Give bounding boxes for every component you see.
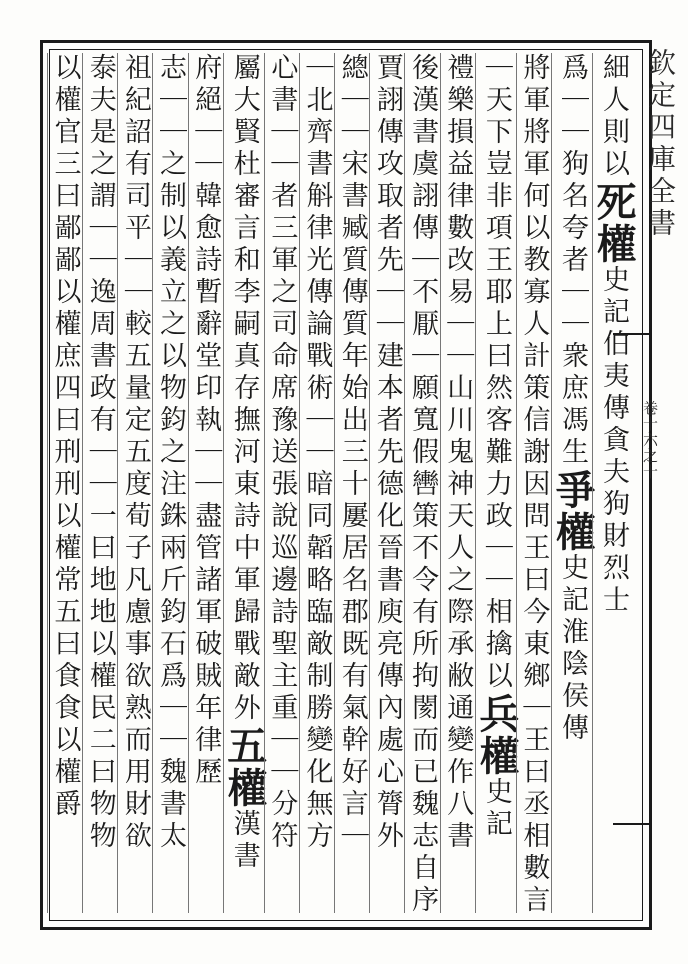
text-column: [549, 53, 596, 913]
entry-heading: 五權: [220, 725, 268, 809]
document-page: [40, 40, 652, 930]
column-segment: ｜天下豈非項王耶上曰然客難力政｜｜相擒以: [480, 53, 512, 693]
text-column: [404, 53, 439, 917]
column-text: [336, 53, 368, 913]
margin-title: 欽定四庫全書: [644, 48, 677, 240]
column-segment: 細人則以: [598, 53, 629, 181]
text-column: [590, 53, 637, 913]
text-column: [220, 53, 268, 913]
text-columns: [47, 53, 637, 917]
text-column: [299, 53, 334, 913]
column-text: [119, 53, 151, 913]
column-segment: 以權官三曰鄙鄙以權庶四曰刑刑以權常五曰食食以權爵: [49, 53, 81, 821]
column-text: [266, 53, 298, 913]
column-segment: ｜北齊書斛律光傳論戰術｜｜暗同韜略臨敵制勝變化無方: [301, 53, 333, 853]
entry-heading: 爭權: [549, 469, 596, 553]
column-text: [155, 53, 187, 913]
column-text: [407, 53, 439, 917]
text-column: [117, 53, 152, 913]
text-column: [516, 53, 551, 917]
text-column: [47, 53, 82, 913]
entry-heading: 兵權: [472, 693, 520, 777]
text-column: [188, 53, 223, 913]
column-segment: 史記: [480, 777, 512, 841]
margin-volume: 卷十六之十: [641, 400, 659, 480]
text-column: [264, 53, 299, 913]
column-segment: 後漢書虞詡傳｜不厭｜願寬假轡策不令有所拘閡而已魏志自序: [407, 53, 439, 917]
text-column: [369, 53, 404, 913]
column-text: [371, 53, 403, 913]
text-column: [440, 53, 475, 913]
column-segment: 府絕｜｜韓愈詩暫辭堂印執｜｜盡管諸軍破賊年律歷: [190, 53, 222, 789]
column-segment: 屬大賢杜審言和李嗣真存撫河東詩中軍歸戰敵外: [228, 53, 260, 725]
entry-heading: 死權: [590, 181, 637, 265]
text-column: [82, 53, 117, 913]
column-text: [549, 53, 596, 913]
column-text: [190, 53, 222, 913]
column-segment: 賈詡傳攻取者先｜｜建本者先德化晉書庾亮傳內處心膂外: [371, 53, 403, 853]
text-column: [472, 53, 520, 913]
column-segment: 禮樂損益律數改易｜｜山川鬼神天人之際承敝通變作八書: [442, 53, 474, 853]
text-column: [334, 53, 369, 913]
column-text: [220, 53, 268, 913]
column-text: [518, 53, 550, 917]
column-segment: 史記伯夷傳貪夫狗財烈士: [598, 265, 629, 617]
column-text: [301, 53, 333, 913]
column-segment: 泰夫是之謂｜｜逸周書政有｜｜一曰地地以權民二曰物物: [84, 53, 116, 853]
column-segment: 總｜｜宋書臧質傳質年始出三十屢居名郡既有氣幹好言｜: [336, 53, 368, 853]
column-segment: 漢書: [228, 809, 260, 873]
column-segment: 祖紀詔有司平｜｜較五量定五度荀子凡慮事欲熟而用財欲: [119, 53, 151, 853]
column-segment: 志｜｜之制以義立之以物鈞之注銖兩斤鈞石爲｜｜魏書太: [155, 53, 187, 853]
column-text: [84, 53, 116, 913]
column-text: [442, 53, 474, 913]
column-segment: 爲｜｜狗名夸者｜｜衆庶馮生: [557, 53, 588, 469]
text-column: [152, 53, 187, 913]
column-text: [472, 53, 520, 913]
column-segment: 心書｜｜者三軍之司命席豫送張說巡邊詩聖主重｜｜分符: [266, 53, 298, 853]
column-text: [590, 53, 637, 913]
column-segment: 史記淮陰侯傳: [557, 553, 588, 745]
column-segment: 將軍將軍何以教寡人計策信謝因問王曰今東鄉｜王曰丞相數言: [518, 53, 550, 917]
column-text: [49, 53, 81, 913]
